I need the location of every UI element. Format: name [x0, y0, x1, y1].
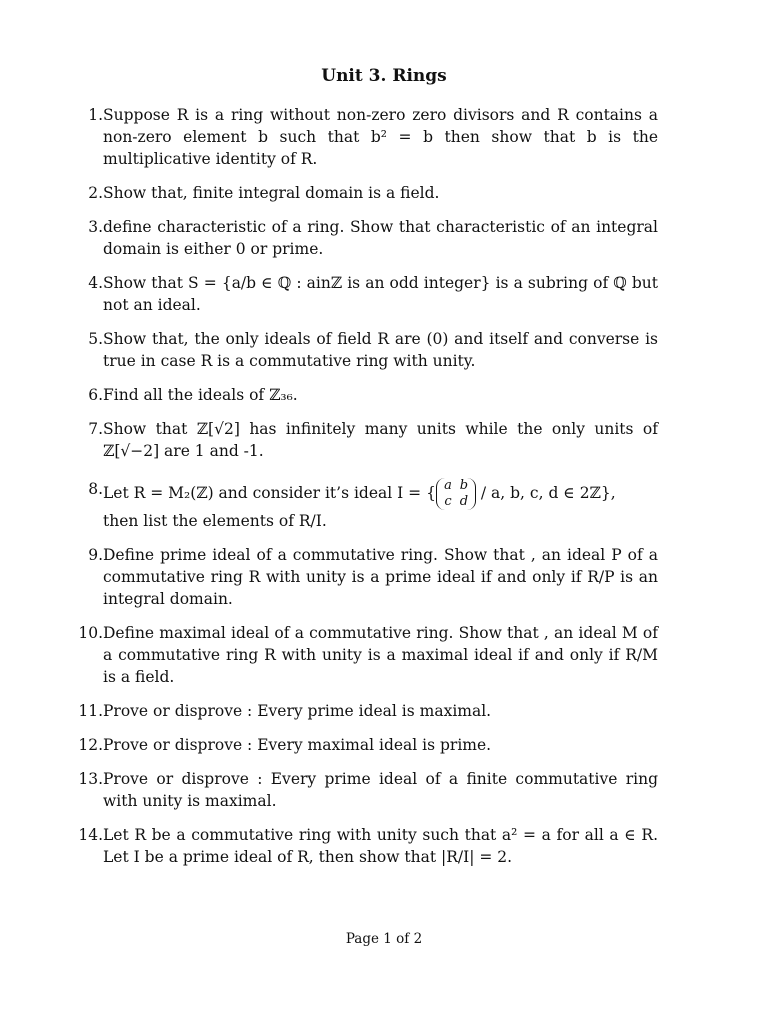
problem-number: 3.	[88, 218, 103, 236]
problem-text: Show that ℤ[√2] has infinitely many units while the only units of ℤ[√−2] are 1 and -1.	[103, 420, 658, 460]
problem-number: 12.	[78, 736, 103, 754]
problem-text-before: Let R = M₂(ℤ) and consider it’s ideal I = {	[103, 484, 436, 502]
problem-number: 7.	[88, 420, 103, 438]
problem-text: Define maximal ideal of a commutative ring. Show that , an ideal M of a commutative ring R with unity is a maximal ideal if and only if R/M is a field.	[103, 624, 658, 686]
problem-text: Prove or disprove : Every prime ideal is maximal.	[103, 702, 492, 720]
problem-text-line2: then list the elements of R/I.	[103, 512, 327, 530]
problem-number: 4.	[88, 274, 103, 292]
problem-14	[68, 824, 668, 868]
matrix-entry: c	[444, 494, 452, 509]
problem-5	[68, 328, 668, 372]
problem-10	[68, 622, 668, 688]
problem-number: 1.	[88, 106, 103, 124]
problem-text: Suppose R is a ring without non-zero zero divisors and R contains a non-zero element b such that b² = b then show that b is the multiplicative identity of R.	[103, 106, 658, 168]
problem-9	[68, 544, 668, 610]
problem-number: 13.	[78, 770, 103, 788]
problem-number: 10.	[78, 624, 103, 642]
problem-number: 8.	[88, 480, 103, 498]
problem-2	[68, 182, 668, 204]
problem-text: Show that S = {a/b ∈ ℚ : ainℤ is an odd integer} is a subring of ℚ but not an ideal.	[103, 274, 658, 314]
problem-text: Show that, the only ideals of field R are (0) and itself and converse is true in case R is a commutative ring with unity.	[103, 330, 658, 370]
problem-11	[68, 700, 668, 722]
problem-text: Find all the ideals of ℤ₃₆.	[103, 386, 298, 404]
problem-number: 5.	[88, 330, 103, 348]
problem-text	[103, 478, 658, 532]
problem-4	[68, 272, 668, 316]
problem-text: Define prime ideal of a commutative ring. Show that , an ideal P of a commutative ring R with unity is a prime ideal if and only if R/P is an integral domain.	[103, 546, 658, 608]
problem-number: 2.	[88, 184, 103, 202]
problem-number: 14.	[78, 826, 103, 844]
page-footer: Page 1 of 2	[345, 931, 423, 947]
problem-text: Prove or disprove : Every maximal ideal is prime.	[103, 736, 492, 754]
problem-text: Let R be a commutative ring with unity such that a² = a for all a ∈ R. Let I be a prime ideal of R, then show that |R/I| = 2.	[103, 826, 658, 866]
page-title: Unit 3. Rings	[321, 66, 447, 86]
matrix	[436, 478, 476, 510]
problem-text-after: / a, b, c, d ∈ 2ℤ},	[475, 484, 616, 502]
problem-3	[68, 216, 668, 260]
problem-text: define characteristic of a ring. Show that characteristic of an integral domain is either 0 or prime.	[103, 218, 658, 258]
matrix-entry: b	[459, 478, 469, 493]
problem-text: Show that, finite integral domain is a field.	[103, 184, 440, 202]
problem-8	[68, 478, 668, 532]
problem-number: 11.	[78, 702, 103, 720]
problem-number: 6.	[88, 386, 103, 404]
matrix-entry: d	[459, 494, 469, 509]
problem-12	[68, 734, 668, 756]
problem-number: 9.	[88, 546, 103, 564]
problem-6	[68, 384, 668, 406]
problem-text: Prove or disprove : Every prime ideal of a finite commutative ring with unity is maximal.	[103, 770, 658, 810]
problem-1	[68, 104, 668, 170]
problem-13	[68, 768, 668, 812]
matrix-entry: a	[444, 478, 452, 493]
problem-7	[68, 418, 668, 462]
problem-list	[68, 104, 668, 880]
